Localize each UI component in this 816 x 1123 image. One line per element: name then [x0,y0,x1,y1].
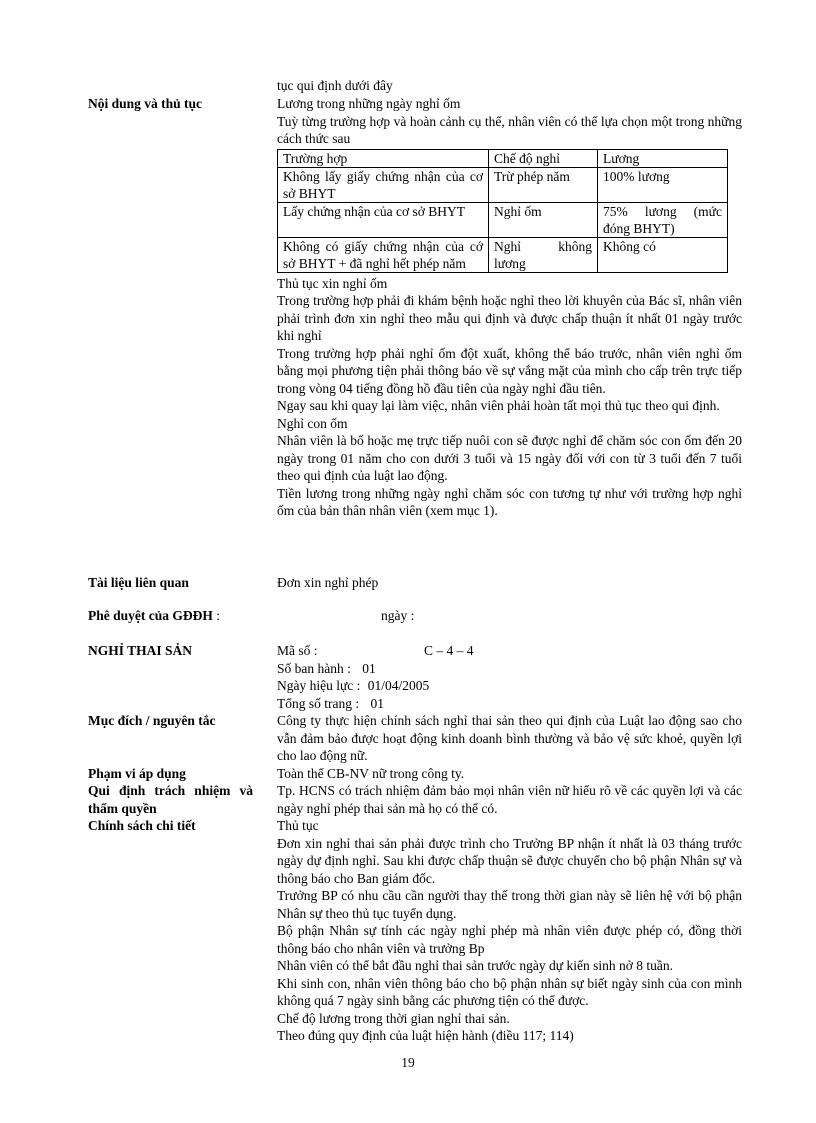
related-docs-label: Tài liệu liên quan [88,575,189,590]
table-cell-case: Lấy chứng nhận của cơ sở BHYT [278,202,489,237]
meta-issue-row [277,660,577,678]
meta-code-row [277,642,577,660]
meta-pages-label: Tổng số trang : [277,695,360,711]
table-cell-salary: 100% lương [598,167,728,202]
table-header-salary: Lương [598,149,728,167]
table-cell-salary: Không có [598,237,728,272]
purpose-text: Công ty thực hiện chính sách nghỉ thai sản theo qui định của Luật lao động sao cho vẫn đảm bảo được hoạt động kinh doanh bình thường và bảo vệ sức khoẻ, quyền lợi cho lao động nữ. [277,713,742,763]
sick-pay-heading: Lương trong những ngày nghỉ ốm [277,96,461,111]
sick-pay-intro: Tuỳ từng trường hợp và hoàn cảnh cụ thể, nhân viên có thể lựa chọn một trong những cách thức sau [277,113,742,146]
paragraph: Khi sinh con, nhân viên thông báo cho bộ phận nhân sự biết ngày sinh của con mình không quá 7 ngày sinh bằng các phương tiện có thể được. [277,975,742,1008]
meta-pages-value: 01 [370,695,384,711]
paragraph: Nhân viên là bố hoặc mẹ trực tiếp nuôi con sẽ được nghỉ để chăm sóc con ốm đến 20 ngày trong 01 năm cho con dưới 3 tuổi và 15 ngày đối với con từ 3 tuổi đến 7 tuổi theo qui định của luật lao động. [277,433,742,483]
meta-code-label: Mã số : [277,643,318,658]
meta-pages-row [277,695,577,713]
paragraph: Ngay sau khi quay lại làm việc, nhân viên phải hoàn tất mọi thủ tục theo qui định. [277,398,720,413]
meta-effective-label: Ngày hiệu lực : [277,678,361,693]
sick-leave-table [277,149,728,273]
table-header-leave-mode: Chế độ nghỉ [489,149,598,167]
continuation-line: tục qui định dưới đây [277,78,393,93]
table-cell-salary: 75% lương (mức đóng BHYT) [598,202,728,237]
policy-label: Chính sách chi tiết [88,818,196,833]
policy-body [277,817,742,1045]
approval-colon: : [216,608,221,623]
meta-issue-value: 01 [362,660,376,676]
scope-label: Phạm vi áp dụng [88,766,186,781]
paragraph: Nhân viên có thể bắt đầu nghỉ thai sản trước ngày dự kiến sinh nở 8 tuần. [277,958,673,973]
paragraph: Chế độ lương trong thời gian nghỉ thai sản. [277,1010,510,1026]
content-procedure-label: Nội dung và thủ tục [88,96,203,111]
table-row [278,167,728,202]
table-header-case: Trường hợp [278,149,489,167]
purpose-label: Mục đích / nguyên tắc [88,713,216,728]
paragraph: Theo đúng quy định của luật hiện hành (điều 117; 114) [277,1028,574,1043]
paragraph: Bộ phận Nhân sự tính các ngày nghỉ phép mà nhân viên được phép có, đồng thời thông báo cho nhân viên và trưởng Bp [277,923,742,956]
meta-code-value: C – 4 – 4 [424,643,474,658]
paragraph: Thủ tục xin nghỉ ốm [277,275,388,291]
table-cell-leave-mode: Nghỉ không lương [489,237,598,272]
paragraph: Nghỉ con ốm [277,415,348,431]
table-row [278,237,728,272]
table-cell-case: Không lấy giấy chứng nhận của cơ sở BHYT [278,167,489,202]
table-header-row [278,149,728,167]
table-cell-case: Không có giấy chứng nhận của cớ sở BHYT + đã nghỉ hết phép năm [278,237,489,272]
paragraph: Tiền lương trong những ngày nghỉ chăm sóc con tương tự như với trường hợp nghỉ ốm của bản thân nhân viên (xem mục 1). [277,485,742,518]
paragraph: Thủ tục [277,818,319,833]
related-docs-value: Đơn xin nghỉ phép [277,575,379,590]
meta-effective-value: 01/04/2005 [367,678,430,693]
paragraph: Trong trường hợp phải nghỉ ốm đột xuất, không thể báo trước, nhân viên nghỉ ốm bằng mọi phương tiện phải thông báo về sự vắng mặt của mình cho cấp trên trực tiếp trong vòng 04 tiếng đồng hồ đầu tiên của ngày nghỉ đầu tiên. [277,345,742,396]
approval-date: ngày : [381,608,415,623]
maternity-title: NGHỈ THAI SẢN [88,643,193,658]
document-meta [277,642,577,712]
paragraph: Trong trường hợp phải đi khám bệnh hoặc nghỉ theo lời khuyên của Bác sĩ, nhân viên phải trình đơn xin nghỉ theo mẫu qui định và được chấp thuận ít nhất 01 ngày trước khi nghỉ [277,293,742,343]
responsibility-label: Qui định trách nhiệm và thẩm quyền [88,783,253,816]
meta-effective-row [277,677,577,695]
paragraph: Đơn xin nghỉ thai sản phải được trình cho Trưởng BP nhận ít nhất là 03 tháng trước ngày dự định nghỉ. Sau khi được chấp thuận sẽ được chuyển cho bộ phận Nhân sự và thông báo cho Ban giám đốc. [277,835,742,886]
approval-label-text: Phê duyệt của GĐĐH [88,608,213,623]
responsibility-text: Tp. HCNS có trách nhiệm đảm bảo mọi nhân viên nữ hiểu rõ về các quyền lợi và các ngày nghỉ phép thai sản mà họ có thể có. [277,783,742,816]
table-row [278,202,728,237]
approval-label [88,607,228,625]
table-cell-leave-mode: Nghỉ ốm [489,202,598,237]
paragraph: Trưởng BP có nhu cầu cần người thay thế trong thời gian này sẽ liên hệ với bộ phận Nhân sự theo thủ tục tuyển dụng. [277,888,742,921]
table-cell-leave-mode: Trừ phép năm [489,167,598,202]
content-procedure-body [277,95,742,520]
meta-issue-label: Số ban hành : [277,660,351,676]
scope-text: Toàn thể CB-NV nữ trong công ty. [277,766,465,781]
page-number: 19 [401,1055,415,1070]
